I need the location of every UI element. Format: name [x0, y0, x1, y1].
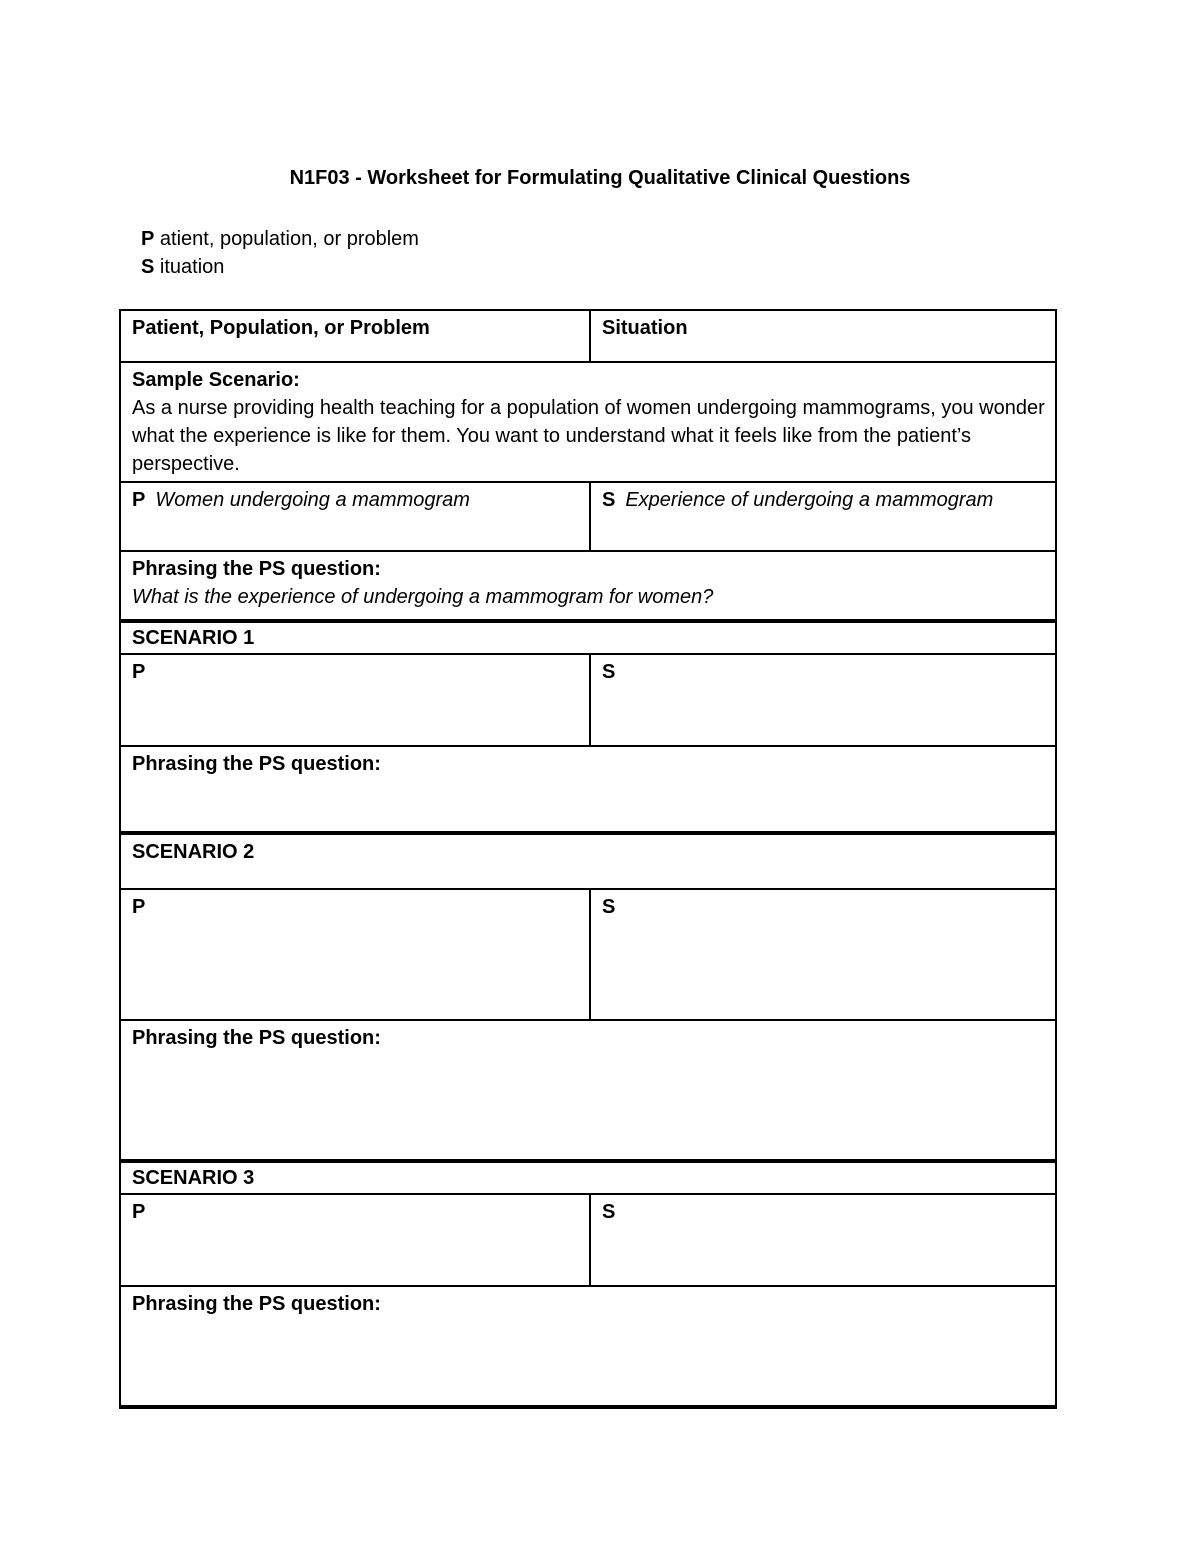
sample-ps-row — [120, 482, 1056, 551]
legend-patient — [141, 228, 419, 251]
sample-question-cell — [120, 551, 1056, 621]
worksheet-table — [119, 309, 1057, 1409]
legend-s-letter: S — [141, 256, 155, 278]
header-row — [120, 310, 1056, 362]
scenario-1-question-cell[interactable]: Phrasing the PS question: — [120, 746, 1056, 833]
sample-scenario-text: As a nurse providing health teaching for a population of women undergoing mammograms, you wonder what the experience is like for them. You want to understand what it feels like from the patient’s perspective. — [132, 397, 1045, 475]
sample-p-value: Women undergoing a mammogram — [155, 489, 470, 511]
scenario-title-row — [120, 1161, 1056, 1194]
sample-scenario-row — [120, 362, 1056, 482]
scenario-3-p-cell[interactable]: P — [120, 1194, 590, 1286]
legend-situation — [141, 256, 224, 279]
sample-s-letter: S — [602, 489, 616, 511]
sample-scenario-cell — [120, 362, 1056, 482]
sample-p-letter: P — [132, 489, 146, 511]
sample-scenario-label: Sample Scenario: — [132, 369, 300, 391]
scenario-3-question-cell[interactable]: Phrasing the PS question: — [120, 1286, 1056, 1407]
sample-p-cell — [120, 482, 590, 551]
scenario-1-ps-row — [120, 654, 1056, 746]
sample-question-label: Phrasing the PS question: — [132, 558, 381, 580]
scenario-3-title: SCENARIO 3 — [120, 1161, 1056, 1194]
scenario-3-s-cell[interactable]: S — [590, 1194, 1056, 1286]
scenario-2-question-cell[interactable]: Phrasing the PS question: — [120, 1020, 1056, 1161]
sample-question-value: What is the experience of undergoing a mammogram for women? — [132, 586, 714, 608]
scenario-2-title: SCENARIO 2 — [120, 833, 1056, 889]
sample-s-cell — [590, 482, 1056, 551]
page-title: N1F03 - Worksheet for Formulating Qualitative Clinical Questions — [289, 167, 911, 189]
scenario-title-row — [120, 621, 1056, 654]
scenario-2-p-cell[interactable]: P — [120, 889, 590, 1020]
legend-s-text: ituation — [154, 256, 225, 278]
scenario-1-s-cell[interactable]: S — [590, 654, 1056, 746]
scenario-1-title: SCENARIO 1 — [120, 621, 1056, 654]
scenario-title-row — [120, 833, 1056, 889]
header-patient: Patient, Population, or Problem — [120, 310, 590, 362]
scenario-2-question-row — [120, 1020, 1056, 1161]
scenario-3-question-row — [120, 1286, 1056, 1407]
scenario-2-ps-row — [120, 889, 1056, 1020]
header-situation: Situation — [590, 310, 1056, 362]
legend-p-letter: P — [141, 228, 155, 250]
scenario-1-question-row — [120, 746, 1056, 833]
scenario-2-s-cell[interactable]: S — [590, 889, 1056, 1020]
scenario-1-p-cell[interactable]: P — [120, 654, 590, 746]
legend-p-text: atient, population, or problem — [154, 228, 419, 250]
sample-question-row — [120, 551, 1056, 621]
scenario-3-ps-row — [120, 1194, 1056, 1286]
sample-s-value: Experience of undergoing a mammogram — [625, 489, 994, 511]
